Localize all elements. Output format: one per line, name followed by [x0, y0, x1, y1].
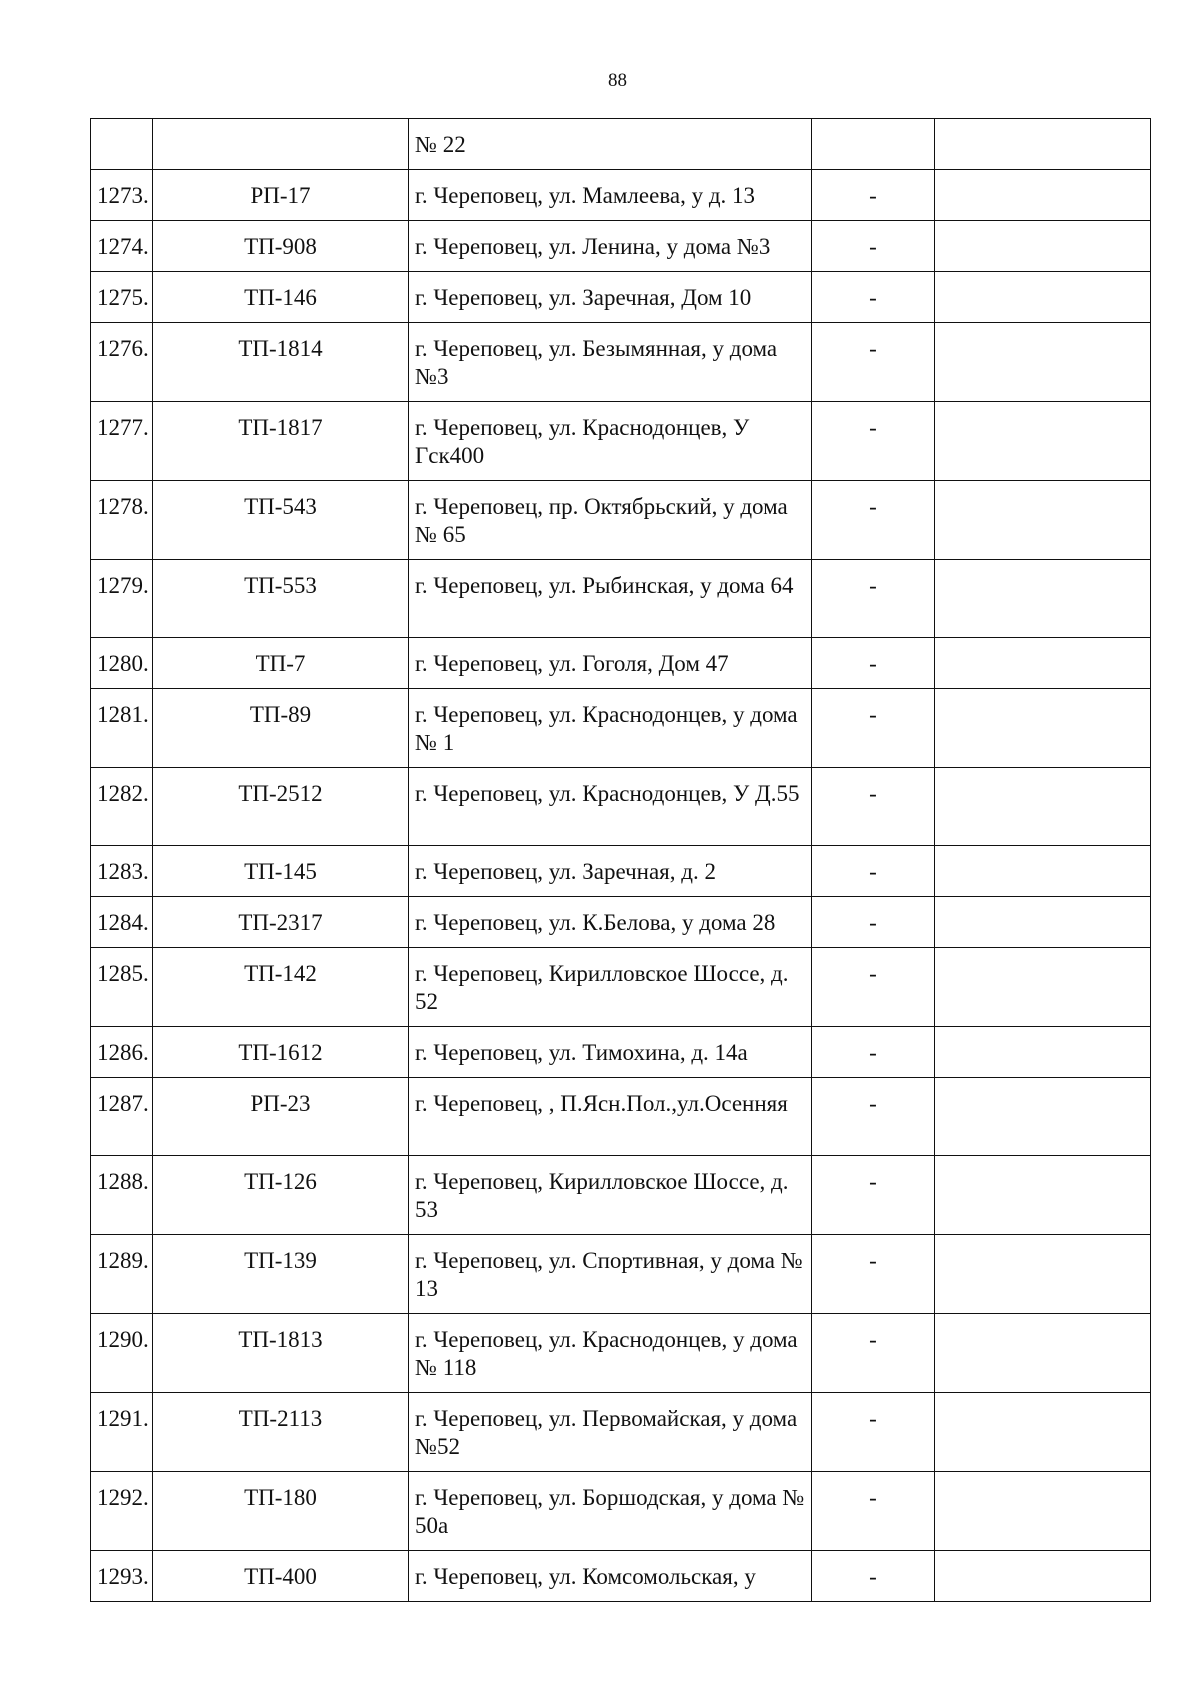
- extra-cell: [935, 1235, 1151, 1314]
- table-row: [91, 1393, 1151, 1472]
- address-cell: г. Череповец, ул. Мамлеева, у д. 13: [409, 170, 812, 221]
- extra-cell: [935, 402, 1151, 481]
- extra-cell: [935, 1156, 1151, 1235]
- mark-cell: -: [812, 897, 935, 948]
- substation-code-cell: ТП-145: [153, 846, 409, 897]
- row-number-cell: 1278.: [91, 481, 153, 560]
- mark-cell: -: [812, 1156, 935, 1235]
- table-row: [91, 221, 1151, 272]
- address-cell: г. Череповец, , П.Ясн.Пол.,ул.Осенняя: [409, 1078, 812, 1156]
- substation-code-cell: ТП-139: [153, 1235, 409, 1314]
- table-row: [91, 560, 1151, 638]
- substation-code-cell: ТП-7: [153, 638, 409, 689]
- table-row: [91, 948, 1151, 1027]
- substation-code-cell: ТП-1813: [153, 1314, 409, 1393]
- page-number: 88: [608, 70, 627, 91]
- row-number-cell: 1284.: [91, 897, 153, 948]
- address-cell: г. Череповец, ул. Первомайская, у дома №52: [409, 1393, 812, 1472]
- row-number-cell: 1285.: [91, 948, 153, 1027]
- extra-cell: [935, 768, 1151, 846]
- table-body: [91, 119, 1151, 1602]
- table-row: [91, 1551, 1151, 1602]
- row-number-cell: 1275.: [91, 272, 153, 323]
- mark-cell: -: [812, 402, 935, 481]
- row-number-cell: 1276.: [91, 323, 153, 402]
- substation-code-cell: ТП-2317: [153, 897, 409, 948]
- row-number-cell: 1290.: [91, 1314, 153, 1393]
- address-cell: г. Череповец, ул. Краснодонцев, У Д.55: [409, 768, 812, 846]
- mark-cell: -: [812, 1551, 935, 1602]
- address-cell: г. Череповец, ул. Комсомольская, у: [409, 1551, 812, 1602]
- address-cell: г. Череповец, Кирилловское Шоссе, д. 52: [409, 948, 812, 1027]
- address-cell: г. Череповец, ул. Заречная, д. 2: [409, 846, 812, 897]
- address-cell: г. Череповец, ул. К.Белова, у дома 28: [409, 897, 812, 948]
- extra-cell: [935, 1393, 1151, 1472]
- table-row: [91, 897, 1151, 948]
- substation-code-cell: ТП-2113: [153, 1393, 409, 1472]
- substation-code-cell: ТП-543: [153, 481, 409, 560]
- extra-cell: [935, 170, 1151, 221]
- mark-cell: -: [812, 689, 935, 768]
- table-row: [91, 481, 1151, 560]
- substation-code-cell: РП-23: [153, 1078, 409, 1156]
- address-cell: г. Череповец, ул. Безымянная, у дома №3: [409, 323, 812, 402]
- mark-cell: -: [812, 638, 935, 689]
- extra-cell: [935, 1314, 1151, 1393]
- address-cell: г. Череповец, ул. Краснодонцев, у дома № 118: [409, 1314, 812, 1393]
- row-number-cell: 1283.: [91, 846, 153, 897]
- row-number-cell: 1279.: [91, 560, 153, 638]
- substation-code-cell: ТП-553: [153, 560, 409, 638]
- extra-cell: [935, 323, 1151, 402]
- extra-cell: [935, 638, 1151, 689]
- extra-cell: [935, 1472, 1151, 1551]
- mark-cell: -: [812, 323, 935, 402]
- row-number-cell: 1277.: [91, 402, 153, 481]
- extra-cell: [935, 1551, 1151, 1602]
- address-cell: № 22: [409, 119, 812, 170]
- table-row: [91, 1235, 1151, 1314]
- table-row: [91, 323, 1151, 402]
- table-row: [91, 638, 1151, 689]
- address-cell: г. Череповец, ул. Боршодская, у дома № 50а: [409, 1472, 812, 1551]
- table-row: [91, 1156, 1151, 1235]
- table-row: [91, 402, 1151, 481]
- row-number-cell: 1281.: [91, 689, 153, 768]
- substation-code-cell: ТП-1612: [153, 1027, 409, 1078]
- row-number-cell: 1288.: [91, 1156, 153, 1235]
- substation-code-cell: ТП-400: [153, 1551, 409, 1602]
- row-number-cell: 1280.: [91, 638, 153, 689]
- address-cell: г. Череповец, ул. Тимохина, д. 14а: [409, 1027, 812, 1078]
- extra-cell: [935, 948, 1151, 1027]
- mark-cell: -: [812, 1472, 935, 1551]
- extra-cell: [935, 560, 1151, 638]
- table-row: [91, 846, 1151, 897]
- extra-cell: [935, 1078, 1151, 1156]
- address-cell: г. Череповец, ул. Заречная, Дом 10: [409, 272, 812, 323]
- extra-cell: [935, 272, 1151, 323]
- mark-cell: -: [812, 1078, 935, 1156]
- mark-cell: -: [812, 948, 935, 1027]
- row-number-cell: 1289.: [91, 1235, 153, 1314]
- row-number-cell: 1287.: [91, 1078, 153, 1156]
- substation-code-cell: ТП-89: [153, 689, 409, 768]
- row-number-cell: [91, 119, 153, 170]
- row-number-cell: 1291.: [91, 1393, 153, 1472]
- mark-cell: -: [812, 1393, 935, 1472]
- address-cell: г. Череповец, Кирилловское Шоссе, д. 53: [409, 1156, 812, 1235]
- table-row: [91, 1472, 1151, 1551]
- row-number-cell: 1293.: [91, 1551, 153, 1602]
- address-cell: г. Череповец, ул. Спортивная, у дома № 13: [409, 1235, 812, 1314]
- extra-cell: [935, 221, 1151, 272]
- substation-code-cell: ТП-1814: [153, 323, 409, 402]
- address-cell: г. Череповец, ул. Краснодонцев, у дома № 1: [409, 689, 812, 768]
- mark-cell: -: [812, 170, 935, 221]
- address-cell: г. Череповец, ул. Рыбинская, у дома 64: [409, 560, 812, 638]
- mark-cell: -: [812, 221, 935, 272]
- mark-cell: -: [812, 768, 935, 846]
- table-row: [91, 689, 1151, 768]
- table-row: [91, 1027, 1151, 1078]
- substation-code-cell: ТП-142: [153, 948, 409, 1027]
- row-number-cell: 1292.: [91, 1472, 153, 1551]
- address-cell: г. Череповец, пр. Октябрьский, у дома № 65: [409, 481, 812, 560]
- mark-cell: -: [812, 272, 935, 323]
- mark-cell: -: [812, 1235, 935, 1314]
- mark-cell: -: [812, 560, 935, 638]
- row-number-cell: 1286.: [91, 1027, 153, 1078]
- address-cell: г. Череповец, ул. Гоголя, Дом 47: [409, 638, 812, 689]
- substation-code-cell: ТП-180: [153, 1472, 409, 1551]
- substation-code-cell: ТП-908: [153, 221, 409, 272]
- address-cell: г. Череповец, ул. Ленина, у дома №3: [409, 221, 812, 272]
- substation-code-cell: ТП-146: [153, 272, 409, 323]
- table-row: [91, 1314, 1151, 1393]
- mark-cell: -: [812, 481, 935, 560]
- substation-table: [90, 118, 1151, 1602]
- row-number-cell: 1274.: [91, 221, 153, 272]
- extra-cell: [935, 897, 1151, 948]
- extra-cell: [935, 1027, 1151, 1078]
- extra-cell: [935, 481, 1151, 560]
- mark-cell: -: [812, 1314, 935, 1393]
- substation-code-cell: ТП-2512: [153, 768, 409, 846]
- mark-cell: -: [812, 846, 935, 897]
- extra-cell: [935, 689, 1151, 768]
- mark-cell: -: [812, 1027, 935, 1078]
- extra-cell: [935, 846, 1151, 897]
- table-row: [91, 1078, 1151, 1156]
- table-row: [91, 170, 1151, 221]
- table-row: [91, 119, 1151, 170]
- substation-code-cell: РП-17: [153, 170, 409, 221]
- row-number-cell: 1273.: [91, 170, 153, 221]
- address-cell: г. Череповец, ул. Краснодонцев, У Гск400: [409, 402, 812, 481]
- table-row: [91, 272, 1151, 323]
- substation-code-cell: [153, 119, 409, 170]
- mark-cell: [812, 119, 935, 170]
- row-number-cell: 1282.: [91, 768, 153, 846]
- table-row: [91, 768, 1151, 846]
- substation-code-cell: ТП-126: [153, 1156, 409, 1235]
- extra-cell: [935, 119, 1151, 170]
- substation-code-cell: ТП-1817: [153, 402, 409, 481]
